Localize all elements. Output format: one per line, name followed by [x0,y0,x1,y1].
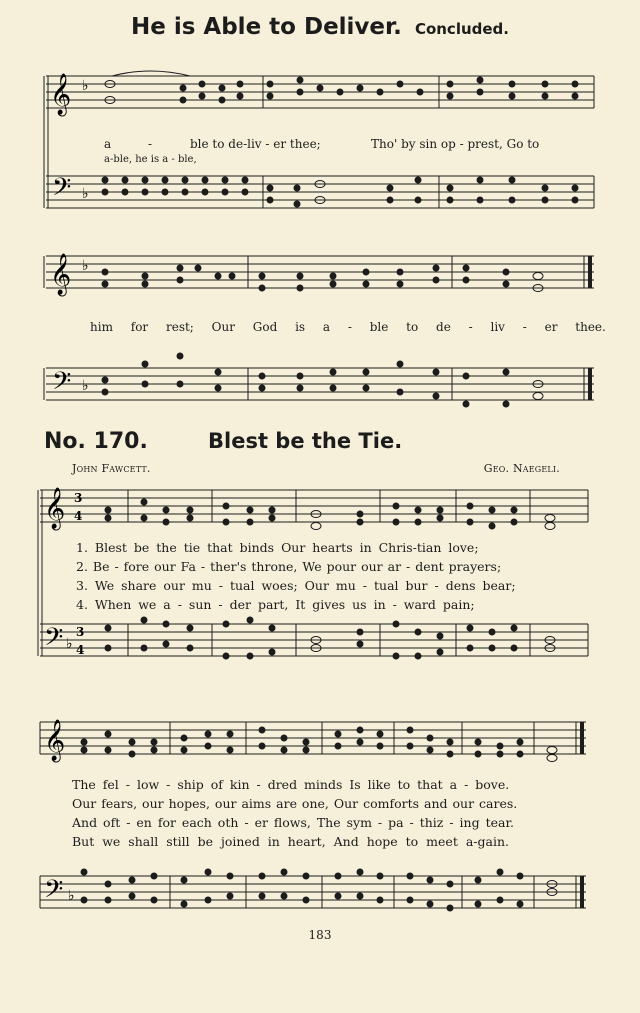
verse-4-refrain-line: But we shall still be joined in heart, And hope to meet a-gain. [72,834,509,849]
svg-text:♭: ♭ [82,378,89,394]
verse-1-refrain-line: The fel - low - ship of kin - dred minds Is like to that a - bove. [72,777,510,792]
bass-clef-icon: 𝄢 [52,367,72,402]
treble-clef-icon: 𝄞 [44,488,66,529]
page-header [0,14,640,40]
lyric-line: him for rest; Our God is a - ble to de - liv - er thee. [90,320,606,334]
hymn-author: John Fawcett. [72,462,151,475]
verse-1-line: 1. Blest be the tie that binds Our hearts in Chris-tian love; [76,540,479,555]
header-subtitle: Concluded. [414,20,509,38]
svg-text:4: 4 [74,509,83,523]
lyric-fragment: ble to de-liv - er thee; [190,137,321,151]
hymn-title: Blest be the Tie. [208,429,403,453]
page-number: 183 [308,928,332,942]
verse-2-line: 2. Be - fore our Fa - ther's throne, We pour our ar - dent prayers; [76,559,502,574]
svg-text:3: 3 [74,491,83,505]
svg-text:♭: ♭ [68,888,75,904]
svg-text:♭: ♭ [82,78,89,94]
treble-clef-icon: 𝄞 [50,74,72,115]
verse-4-line: 4. When we a - sun - der part, It gives us in - ward pain; [76,597,475,612]
hymn-composer: Geo. Naegeli. [483,462,560,475]
lyric-fragment: - [148,137,153,151]
lyric-fragment: a [104,137,112,151]
svg-text:♭: ♭ [82,186,89,202]
lyric-alt: a-ble, he is a - ble, [104,154,197,165]
bass-clef-icon: 𝄢 [44,875,64,910]
bass-clef-icon: 𝄢 [44,623,64,658]
header-title: He is Able to Deliver. [130,14,402,40]
svg-text:3: 3 [76,625,85,639]
treble-clef-icon: 𝄞 [50,254,72,295]
svg-text:4: 4 [76,643,85,657]
verse-3-line: 3. We share our mu - tual woes; Our mu - tual bur - dens bear; [76,578,516,593]
lyric-fragment: Tho' by sin op - prest, Go to [371,137,540,151]
bass-clef-icon: 𝄢 [52,173,72,208]
svg-text:♭: ♭ [82,258,89,274]
verse-2-refrain-line: Our fears, our hopes, our aims are one, Our comforts and our cares. [72,796,518,811]
hymn-number: No. 170. [44,429,148,454]
treble-clef-icon: 𝄞 [44,720,66,761]
verse-3-refrain-line: And oft - en for each oth - er flows, The sym - pa - thiz - ing tear. [72,815,515,830]
svg-text:♭: ♭ [66,636,73,652]
